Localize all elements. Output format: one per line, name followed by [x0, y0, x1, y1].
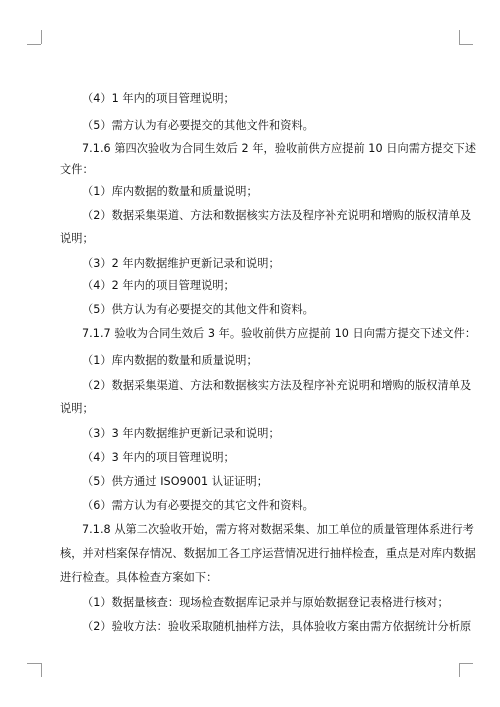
list-item-line: （1）库内数据的数量和质量说明；: [82, 185, 258, 198]
list-item-line: （2）验收方法：验收采取随机抽样方法，具体验收方案由需方依据统计分析原: [82, 620, 472, 633]
continuation-line: 核，并对档案保存情况、数据加工各工序运营情况进行抽样检查，重点是对库内数据: [60, 547, 476, 560]
list-item-line: （3）2 年内数据维护更新记录和说明；: [82, 257, 280, 270]
list-item-line: （5）需方认为有必要提交的其他文件和资料。: [82, 119, 314, 132]
continuation-line: 说明；: [60, 402, 94, 415]
crop-mark-top-left-vertical: [41, 30, 42, 44]
crop-mark-bottom-right: [459, 663, 473, 664]
continuation-line: 文件：: [60, 163, 94, 176]
continuation-line: 进行检查。具体检查方案如下：: [60, 571, 218, 584]
crop-mark-bottom-left-vertical: [41, 663, 42, 677]
section-line: 7.1.6 第四次验收为合同生效后 2 年，验收前供方应提前 10 日向需方提交下述: [82, 142, 477, 155]
list-item-line: （4）2 年内的项目管理说明；: [82, 279, 235, 292]
crop-mark-top-right: [459, 44, 473, 45]
continuation-line: 说明；: [60, 232, 94, 245]
crop-mark-bottom-left: [27, 663, 41, 664]
section-line: 7.1.8 从第二次验收开始，需方将对数据采集、加工单位的质量管理体系进行考: [82, 523, 474, 536]
list-item-line: （5）供方通过 ISO9001 认证证明；: [82, 475, 269, 488]
list-item-line: （2）数据采集渠道、方法和数据核实方法及程序补充说明和增购的版权清单及: [82, 209, 472, 222]
section-line: 7.1.7 验收为合同生效后 3 年。验收前供方应提前 10 日向需方提交下述文件：: [82, 327, 477, 340]
list-item-line: （1）数据量核查：现场检查数据库记录并与原始数据登记表格进行核对；: [82, 596, 449, 609]
crop-mark-bottom-right-vertical: [459, 663, 460, 677]
list-item-line: （2）数据采集渠道、方法和数据核实方法及程序补充说明和增购的版权清单及: [82, 379, 472, 392]
crop-mark-top-right-vertical: [459, 30, 460, 44]
list-item-line: （5）供方认为有必要提交的其他文件和资料。: [82, 303, 314, 316]
list-item-line: （1）库内数据的数量和质量说明；: [82, 354, 258, 367]
list-item-line: （3）3 年内数据维护更新记录和说明；: [82, 427, 280, 440]
crop-mark-top-left: [27, 44, 41, 45]
list-item-line: （4）3 年内的项目管理说明；: [82, 451, 235, 464]
list-item-line: （4）1 年内的项目管理说明；: [82, 92, 235, 105]
list-item-line: （6）需方认为有必要提交的其它文件和资料。: [82, 499, 314, 512]
